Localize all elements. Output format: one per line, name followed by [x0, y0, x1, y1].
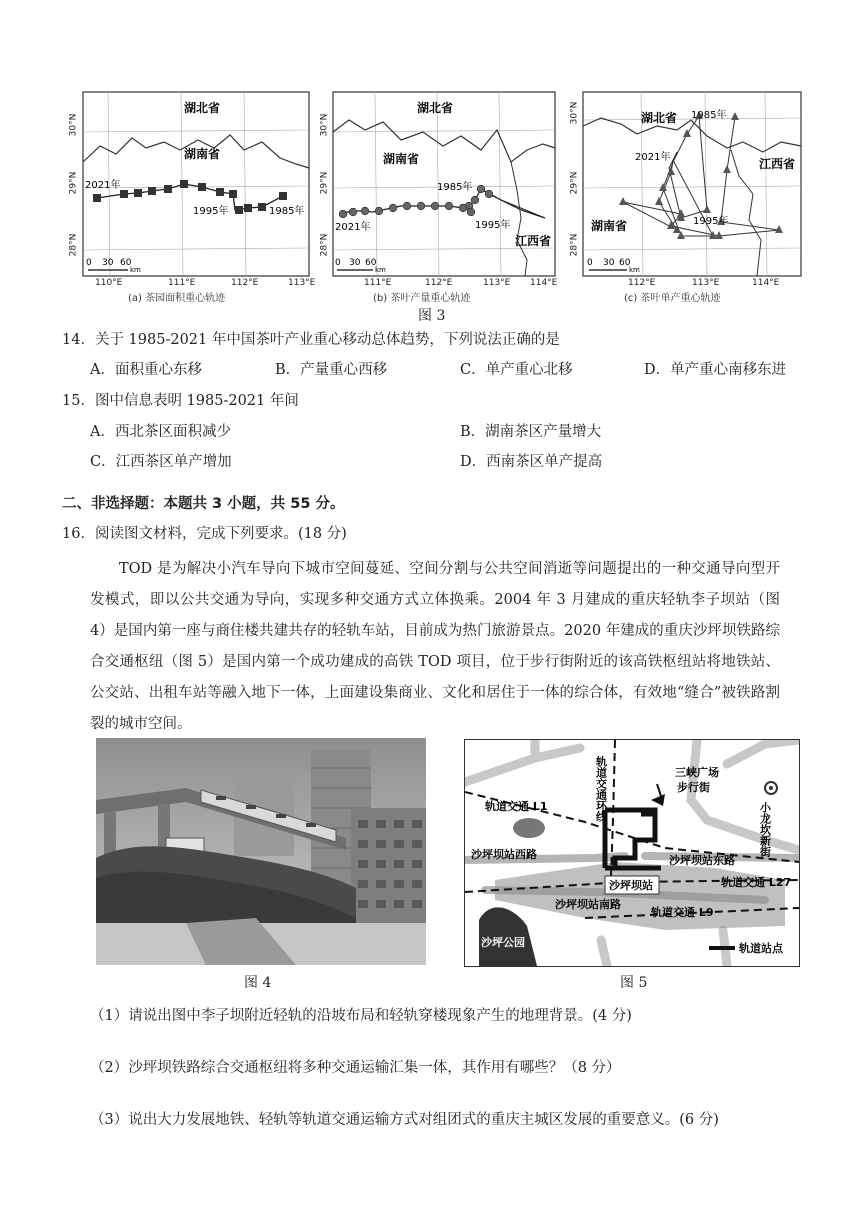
svg-text:30: 30	[603, 258, 615, 268]
map-c-label-jiangxi: 江西省	[759, 157, 796, 171]
svg-text:60: 60	[365, 258, 377, 268]
map-b-lon-113: 113°E	[483, 278, 511, 288]
fig5-label-west-rd: 沙坪坝站西路	[471, 848, 537, 861]
map-c-year-1995: 1995年	[693, 216, 729, 227]
fig5-label-station: 沙坪坝站	[609, 879, 653, 892]
map-b-lon-112: 112°E	[425, 278, 453, 288]
map-c-yield-centroid	[581, 90, 803, 280]
q14-stem: 14．关于 1985-2021 年中国茶叶产业重心移动总体趋势，下列说法正确的是	[62, 332, 560, 348]
q14-option-c: C．单产重心北移	[460, 362, 573, 378]
q14-option-d: D．单产重心南移东进	[644, 362, 787, 378]
q16-stem: 16．阅读图文材料，完成下列要求。(18 分)	[62, 526, 347, 542]
map-b-label-hunan: 湖南省	[383, 152, 420, 166]
map-b-lon-111: 111°E	[364, 278, 392, 288]
map-c-label-hunan: 湖南省	[591, 219, 628, 233]
q15-stem: 15．图中信息表明 1985-2021 年间	[62, 393, 299, 409]
map-a-lat-28: 28°N	[68, 233, 79, 257]
fig5-label-l9: 轨道交通 L9	[651, 906, 714, 919]
map-b-label-hubei: 湖北省	[417, 101, 454, 115]
map-a-year-2021: 2021年	[85, 180, 121, 191]
fig5-label-sanxia-2: 步行街	[677, 781, 710, 794]
map-a-lat-30: 30°N	[68, 113, 79, 137]
map-b-year-1995: 1995年	[475, 220, 511, 231]
fig5-label-south-rd: 沙坪坝站南路	[555, 898, 621, 911]
map-c-lon-114: 114°E	[752, 278, 780, 288]
svg-text:0: 0	[86, 258, 92, 268]
q16-sub-2: （2）沙坪坝铁路综合交通枢纽将多种交通运输汇集一体，其作用有哪些？（8 分）	[90, 1060, 621, 1076]
svg-text:km: km	[375, 266, 386, 274]
fig5-legend-station: 轨道站点	[739, 942, 783, 955]
map-a-area-centroid	[80, 90, 312, 280]
section2-heading: 二、非选择题：本题共 3 小题，共 55 分。	[62, 496, 345, 512]
svg-text:0: 0	[335, 258, 341, 268]
svg-text:0: 0	[587, 258, 593, 268]
svg-text:30: 30	[102, 258, 114, 268]
svg-text:30: 30	[349, 258, 361, 268]
fig5-label-xiaolongkan: 小龙坎新街	[758, 802, 772, 857]
q16-material: TOD 是为解决小汽车导向下城市空间蔓延、空间分割与公共空间消逝等问题提出的一种交通导向型开发模式，即以公共交通为导向，实现多种交通方式立体换乘。2004 年 3 月建成的重庆轻轨李子坝站（图 4）是国内第一座与商住楼共建共存的轻轨车站，目前成为热门旅游景点。2020 年建成的重庆沙坪坝铁路综合交通枢纽（图 5）是国内第一个成功建成的高铁 TOD 项目，位于步行街附近的该高铁枢纽站将地铁站、公交站、出租车站等融入地下一体，上面建设集商业、文化和居住于一体的综合体，有效地“缝合”被铁路割裂的城市空间。	[90, 561, 780, 732]
q15-option-c: C．江西茶区单产增加	[90, 454, 232, 470]
svg-text:km: km	[130, 266, 141, 274]
map-b-production-centroid	[331, 90, 557, 280]
map-a-lon-111: 111°E	[168, 278, 196, 288]
q15-option-d: D．西南茶区单产提高	[460, 454, 603, 470]
svg-text:60: 60	[619, 258, 631, 268]
map-b-lat-29: 29°N	[319, 171, 330, 195]
figure5-map-shapingba-hub	[464, 739, 800, 967]
map-b-lat-30: 30°N	[319, 113, 330, 137]
fig5-label-l1: 轨道交通 L1	[485, 800, 548, 813]
map-c-year-1985: 1985年	[691, 110, 727, 121]
svg-text:60: 60	[120, 258, 132, 268]
figure4-caption: 图 4	[244, 975, 272, 991]
q14-option-a: A．面积重心东移	[90, 362, 202, 378]
figure3-caption: 图 3	[418, 308, 446, 324]
map-b-lat-28: 28°N	[319, 233, 330, 257]
map-a-caption: (a) 茶园面积重心轨迹	[128, 293, 226, 304]
map-a-year-1985: 1985年	[269, 206, 305, 217]
map-b-caption: (b) 茶叶产量重心轨迹	[373, 293, 471, 304]
map-c-year-2021: 2021年	[635, 152, 671, 163]
map-c-lat-30: 30°N	[569, 101, 580, 125]
q15-option-a: A．西北茶区面积减少	[90, 424, 231, 440]
map-b-label-jiangxi: 江西省	[515, 234, 552, 248]
map-a-label-hunan: 湖南省	[184, 147, 221, 161]
fig5-label-sanxia-1: 三峡广场	[675, 766, 719, 779]
fig5-label-east-rd: 沙坪坝站东路	[669, 854, 735, 867]
map-a-lat-29: 29°N	[68, 171, 79, 195]
q16-sub-3: （3）说出大力发展地铁、轻轨等轨道交通运输方式对组团式的重庆主城区发展的重要意义。(6 分)	[90, 1112, 719, 1128]
fig5-label-l27: 轨道交通 L27	[721, 876, 792, 889]
map-b-year-2021: 2021年	[335, 222, 371, 233]
map-c-label-hubei: 湖北省	[641, 111, 678, 125]
map-c-caption: (c) 茶叶单产重心轨迹	[624, 293, 721, 304]
map-a-lon-112: 112°E	[231, 278, 259, 288]
map-b-year-1985: 1985年	[437, 182, 473, 193]
map-a-year-1995: 1995年	[193, 206, 229, 217]
fig5-label-rail-loop: 轨道交通环线	[594, 756, 608, 822]
figure4-photo-liziba-station	[96, 738, 426, 965]
q15-option-b: B．湖南茶区产量增大	[460, 424, 602, 440]
map-c-lat-29: 29°N	[569, 171, 580, 195]
figure5-caption: 图 5	[620, 975, 648, 991]
map-a-label-hubei: 湖北省	[184, 101, 221, 115]
map-a-lon-110: 110°E	[95, 278, 123, 288]
svg-text:km: km	[629, 266, 640, 274]
q14-option-b: B．产量重心西移	[275, 362, 388, 378]
map-a-lon-113: 113°E	[288, 278, 316, 288]
map-b-lon-114: 114°E	[530, 278, 558, 288]
q16-sub-1: （1）请说出图中李子坝附近轻轨的沿坡布局和轻轨穿楼现象产生的地理背景。(4 分)	[90, 1008, 632, 1024]
map-c-lon-112: 112°E	[628, 278, 656, 288]
map-c-lat-28: 28°N	[569, 233, 580, 257]
fig5-label-park: 沙坪公园	[481, 936, 525, 949]
map-c-lon-113: 113°E	[692, 278, 720, 288]
